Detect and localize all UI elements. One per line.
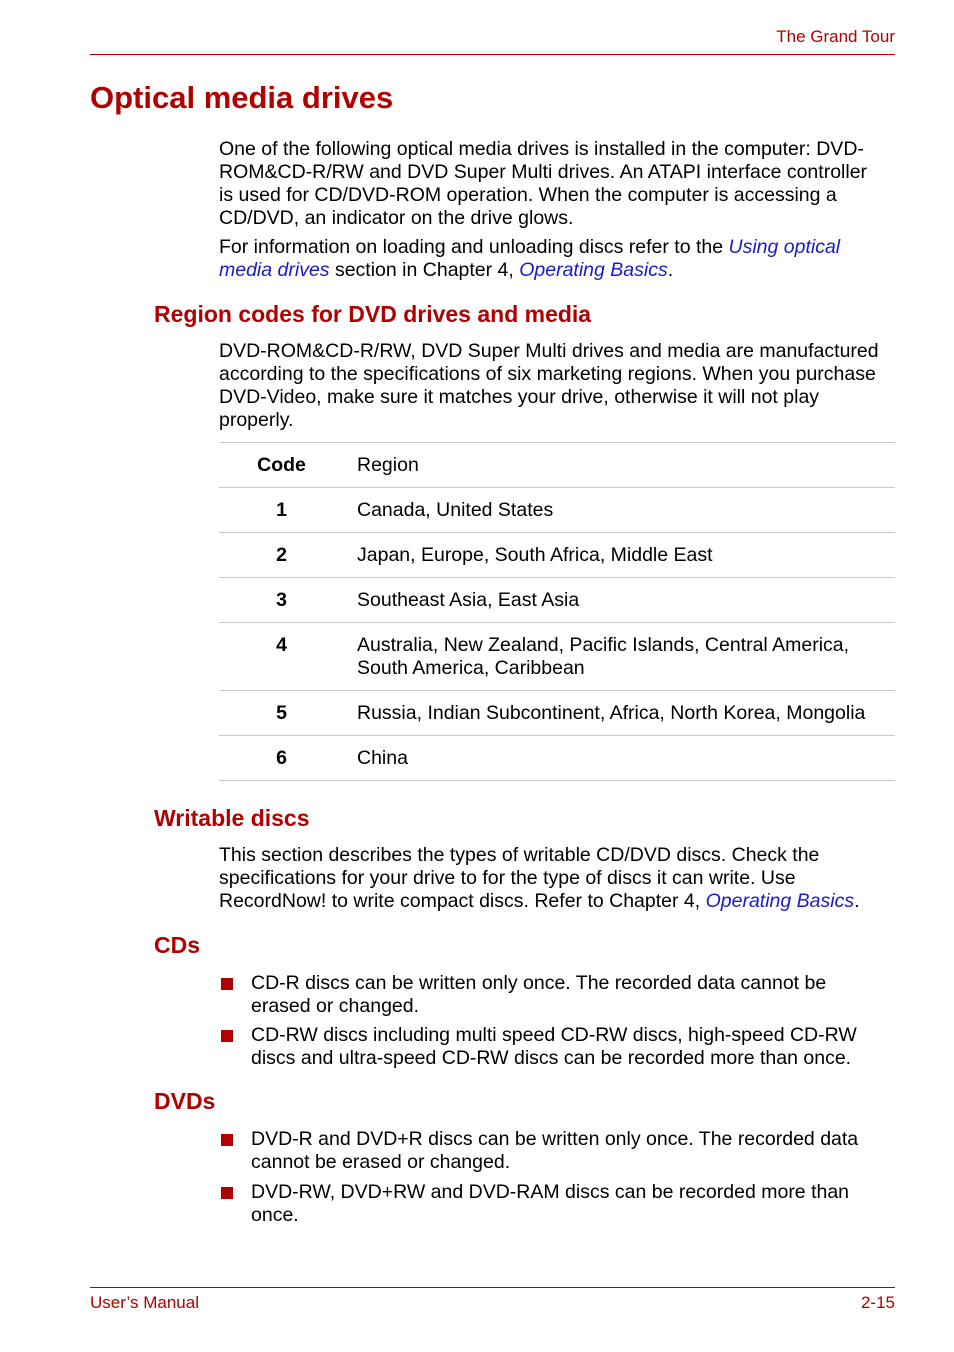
code-cell: 6 — [219, 736, 344, 781]
intro-paragraph: One of the following optical media drives is installed in the computer: DVD-ROM&CD-R/RW and DVD Super Multi drives. An ATAPI interface controller is used for CD/DVD-ROM operation. When the computer is accessing a CD/DVD, an indicator on the drive glows. — [219, 138, 868, 229]
dvds-heading: DVDs — [154, 1088, 216, 1114]
cds-heading: CDs — [154, 932, 201, 958]
writable-text: This section describes the types of writable CD/DVD discs. Check the specifications for your drive to for the type of discs it can write. Use RecordNow! to write compact discs. Refer to Chapter 4, — [219, 844, 820, 912]
table-row — [219, 488, 895, 533]
footer-manual-label: User’s Manual — [90, 1293, 199, 1312]
list-item-text: DVD-R and DVD+R discs can be written only once. The recorded data cannot be erased or changed. — [251, 1128, 859, 1173]
writable-text-end: . — [854, 890, 860, 912]
region-cell: Russia, Indian Subcontinent, Africa, North Korea, Mongolia — [344, 691, 895, 736]
footer-divider — [90, 1287, 895, 1288]
code-cell: 5 — [219, 691, 344, 736]
list-item — [220, 1024, 890, 1070]
list-item — [220, 1128, 890, 1174]
table-row — [219, 736, 895, 781]
writable-paragraph — [219, 844, 879, 913]
list-item-text: CD-R discs can be written only once. The recorded data cannot be erased or changed. — [251, 972, 827, 1017]
list-item-text: DVD-RW, DVD+RW and DVD-RAM discs can be recorded more than once. — [251, 1181, 850, 1226]
region-codes-table — [219, 442, 895, 781]
table-row — [219, 623, 895, 691]
code-cell: 3 — [219, 578, 344, 623]
column-header-code: Code — [219, 443, 344, 488]
list-item-text: CD-RW discs including multi speed CD-RW discs, high-speed CD-RW discs and ultra-speed CD-RW discs can be recorded more than once. — [251, 1024, 857, 1069]
column-header-region: Region — [344, 443, 895, 488]
table-row — [219, 578, 895, 623]
operating-basics-link-2[interactable]: Operating Basics — [705, 890, 855, 912]
bullet-square-icon — [221, 1187, 233, 1199]
bullet-square-icon — [221, 978, 233, 990]
operating-basics-link[interactable]: Operating Basics — [519, 259, 668, 281]
region-cell: Canada, United States — [344, 488, 895, 533]
region-codes-heading: Region codes for DVD drives and media — [154, 301, 592, 327]
page-title: Optical media drives — [90, 80, 394, 115]
bullet-square-icon — [221, 1030, 233, 1042]
table-row — [219, 533, 895, 578]
table-header-row — [219, 443, 895, 488]
bullet-square-icon — [221, 1134, 233, 1146]
using-optical-media-drives-link[interactable]: Using optical media drives — [219, 236, 841, 281]
region-cell: Japan, Europe, South Africa, Middle East — [344, 533, 895, 578]
region-cell: China — [344, 736, 895, 781]
info-text-mid: section in Chapter 4, — [329, 259, 520, 281]
region-paragraph: DVD-ROM&CD-R/RW, DVD Super Multi drives and media are manufactured according to the specifications of six marketing regions. When you purchase DVD-Video, make sure it matches your drive, otherwise it will not play properly. — [219, 340, 879, 431]
info-text-end: . — [667, 259, 674, 281]
page-number: 2-15 — [860, 1293, 895, 1312]
region-cell: Australia, New Zealand, Pacific Islands, Central America, South America, Caribbean — [344, 623, 895, 691]
running-header-title: The Grand Tour — [776, 27, 895, 46]
writable-discs-heading: Writable discs — [154, 805, 310, 831]
code-cell: 4 — [219, 623, 344, 691]
list-item — [220, 1181, 890, 1227]
table-row — [219, 691, 895, 736]
code-cell: 1 — [219, 488, 344, 533]
header-divider — [90, 54, 895, 55]
region-cell: Southeast Asia, East Asia — [344, 578, 895, 623]
info-paragraph — [219, 236, 879, 282]
list-item — [220, 972, 890, 1018]
info-text-pre: For information on loading and unloading discs refer to the — [219, 236, 729, 258]
code-cell: 2 — [219, 533, 344, 578]
